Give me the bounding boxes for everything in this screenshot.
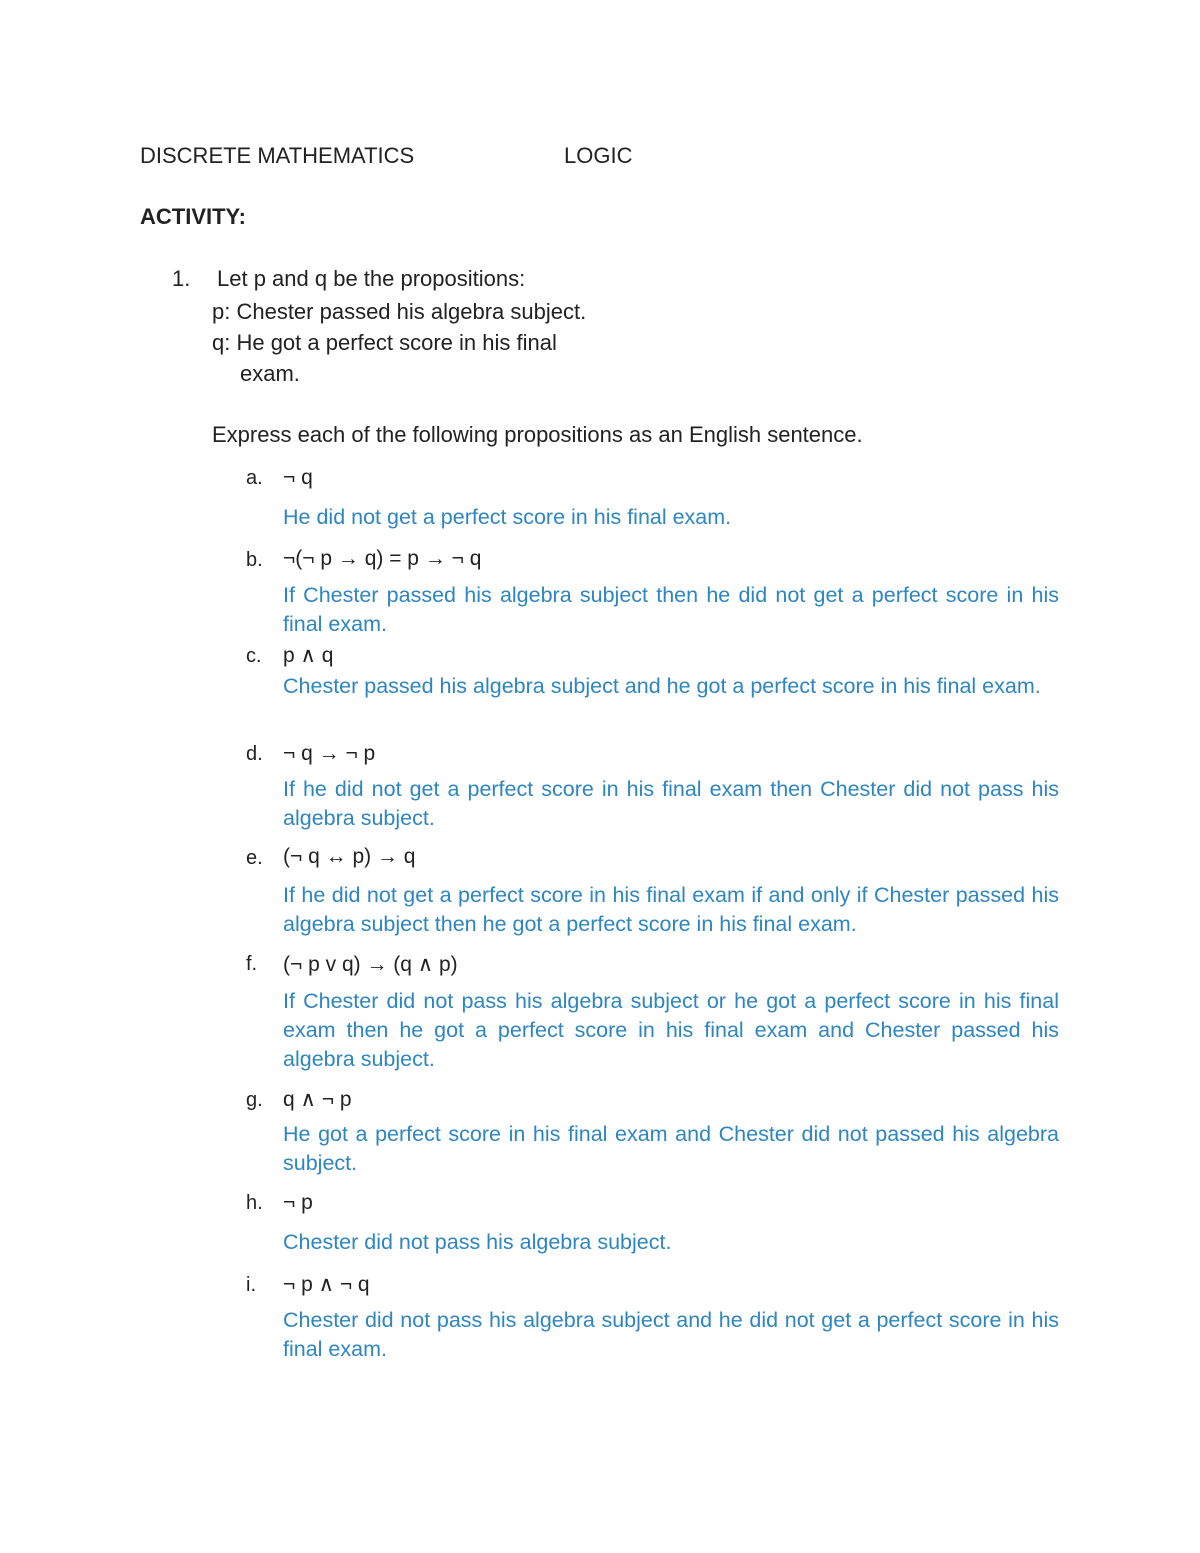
proposition-p: p: Chester passed his algebra subject. (212, 299, 587, 324)
item-expression: q ∧ ¬ p (283, 1088, 352, 1111)
instruction-text: Express each of the following propositions as an English sentence. (212, 422, 863, 447)
item-letter: i. (246, 1274, 256, 1296)
proposition-q-continued: exam. (240, 361, 300, 386)
item-answer: Chester did not pass his algebra subject. (283, 1230, 672, 1254)
item-answer: He got a perfect score in his final exam and Chester did not passed his algebra subject. (283, 1122, 1059, 1175)
item-answer: If he did not get a perfect score in his final exam then Chester did not pass his algebra subject. (283, 777, 1059, 830)
activity-heading: ACTIVITY: (140, 204, 246, 229)
item-expression: (¬ p v q) → (q ∧ p) (283, 953, 458, 976)
item-letter: h. (246, 1192, 263, 1214)
item-letter: g. (246, 1089, 263, 1111)
course-title: DISCRETE MATHEMATICS (140, 143, 415, 168)
item-letter: e. (246, 847, 263, 869)
item-expression: ¬(¬ p → q) = p → ¬ q (283, 547, 482, 570)
item-expression: p ∧ q (283, 644, 334, 667)
item-answer: Chester did not pass his algebra subject and he did not get a perfect score in his final exam. (283, 1308, 1059, 1361)
topic-title: LOGIC (564, 143, 633, 168)
question-number: 1. (172, 266, 191, 291)
item-answer: If he did not get a perfect score in his final exam if and only if Chester passed his algebra subject then he got a perfect score in his final exam. (283, 883, 1059, 936)
item-answer: Chester passed his algebra subject and he got a perfect score in his final exam. (283, 674, 1041, 698)
item-expression: ¬ p (283, 1191, 313, 1214)
question-intro: Let p and q be the propositions: (217, 266, 526, 291)
item-letter: a. (246, 467, 263, 489)
item-letter: d. (246, 743, 263, 765)
item-expression: ¬ q (283, 466, 313, 489)
item-answer: If Chester passed his algebra subject then he did not get a perfect score in his final exam. (283, 583, 1059, 636)
item-expression: ¬ q → ¬ p (283, 742, 376, 765)
item-letter: f. (246, 953, 258, 975)
item-answer: He did not get a perfect score in his final exam. (283, 505, 732, 529)
item-expression: ¬ p ∧ ¬ q (283, 1273, 370, 1296)
item-letter: b. (246, 549, 263, 571)
item-letter: c. (246, 645, 262, 667)
item-answer: If Chester did not pass his algebra subject or he got a perfect score in his final exam then he got a perfect score in his final exam and Chester passed his algebra subject. (283, 989, 1059, 1071)
proposition-q: q: He got a perfect score in his final (212, 330, 557, 355)
item-expression: (¬ q ↔ p) → q (283, 845, 416, 868)
